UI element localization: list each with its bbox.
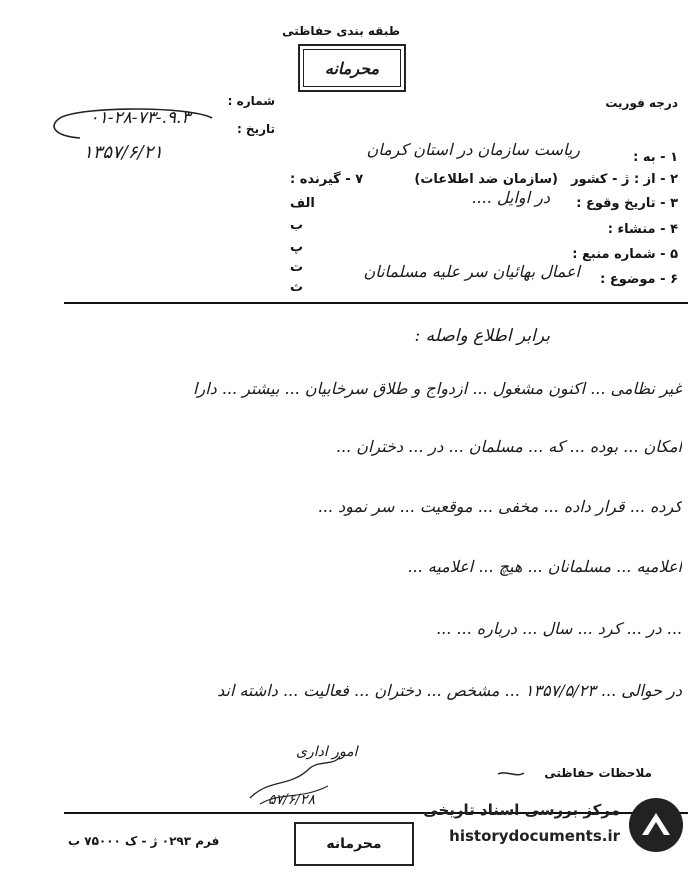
urgency-label: درجه فوریت [605, 96, 678, 110]
date-value: ۱۳۵۷/۶/۲۱ [83, 142, 163, 163]
field-subject-label: ۶ - موضوع : [600, 272, 678, 287]
field-source-number-label: ۵ - شماره منبع : [572, 247, 678, 262]
field-date-value: در اوایل .... [471, 188, 550, 207]
archive-name-fa: مرکز بررسی اسناد تاریخی [423, 801, 620, 819]
recipient-be: ب [290, 218, 304, 233]
body-line-2: امکان ... بوده ... که ... مسلمان ... در ... دختران ... [335, 437, 682, 456]
body-line-4: اعلامیه ... مسلمانان ... هیچ ... اعلامیه ... [407, 557, 682, 576]
signature-note: امور اداری [296, 744, 358, 760]
body-line-3: کرده ... قرار داده ... مخفی ... موقعیت ... سر نمود ... [317, 497, 682, 516]
classification-handwritten: محرمانه [324, 58, 380, 78]
recipients-label: ۷ - گیرنده : [290, 172, 364, 187]
recipient-alef: الف [290, 196, 315, 211]
field-to-value: ریاست سازمان در استان کرمان [366, 140, 580, 159]
archive-name-en: historydocuments.ir [449, 827, 620, 845]
body-line-6: در حوالی ... ۱۳۵۷/۵/۲۳ ... مشخص ... دختران ... فعالیت ... داشته اند [217, 681, 682, 700]
archive-logo-icon [626, 795, 686, 855]
field-subject-value: اعمال بهائیان سر علیه مسلمانان [363, 262, 580, 281]
footer-classification-box [294, 822, 414, 866]
field-from-extra: (سازمان ضد اطلاعات) [414, 172, 558, 187]
form-code: فرم ۰۲۹۳ ژ - ک ۷۵۰۰۰ ب [68, 834, 220, 848]
recipient-se: ث [290, 280, 304, 295]
footer-classification: محرمانه [326, 836, 382, 852]
number-label: شماره : [227, 94, 275, 108]
date-label: تاریخ : [236, 122, 275, 136]
number-value: ۹.۳.-۰۱-۲۸-۷۳ [89, 108, 191, 128]
signature-scribble [240, 748, 350, 808]
body-line-5: ... در ... کرد ... سال ... درباره ... ... [436, 619, 682, 638]
field-from-label: ۲ - از : ژ - کشور [571, 172, 678, 187]
field-date-label: ۳ - تاریخ وقوع : [576, 196, 678, 211]
number-underline-arc [40, 100, 220, 150]
field-source-label: ۴ - منشاء : [607, 222, 678, 237]
remarks-label: ملاحظات حفاظتی [544, 766, 652, 780]
body-line-1: غیر نظامی ... اکنون مشغول ... ازدواج و طلاق سرخابیان ... بیشتر ... دارا [193, 379, 682, 398]
recipient-te: ت [290, 260, 304, 275]
signature-date: ۵۷/۶/۲۸ [268, 792, 316, 808]
body-greeting: برابر اطلاع واصله : [414, 326, 550, 346]
remarks-dash [496, 768, 526, 780]
recipient-pe: پ [290, 240, 304, 255]
header-separator [64, 302, 688, 304]
classification-title: طبقه بندی حفاظتی [282, 24, 400, 38]
archive-watermark [418, 791, 688, 861]
classification-stamp-box [298, 44, 406, 92]
field-to-label: ۱ - به : [633, 150, 678, 165]
